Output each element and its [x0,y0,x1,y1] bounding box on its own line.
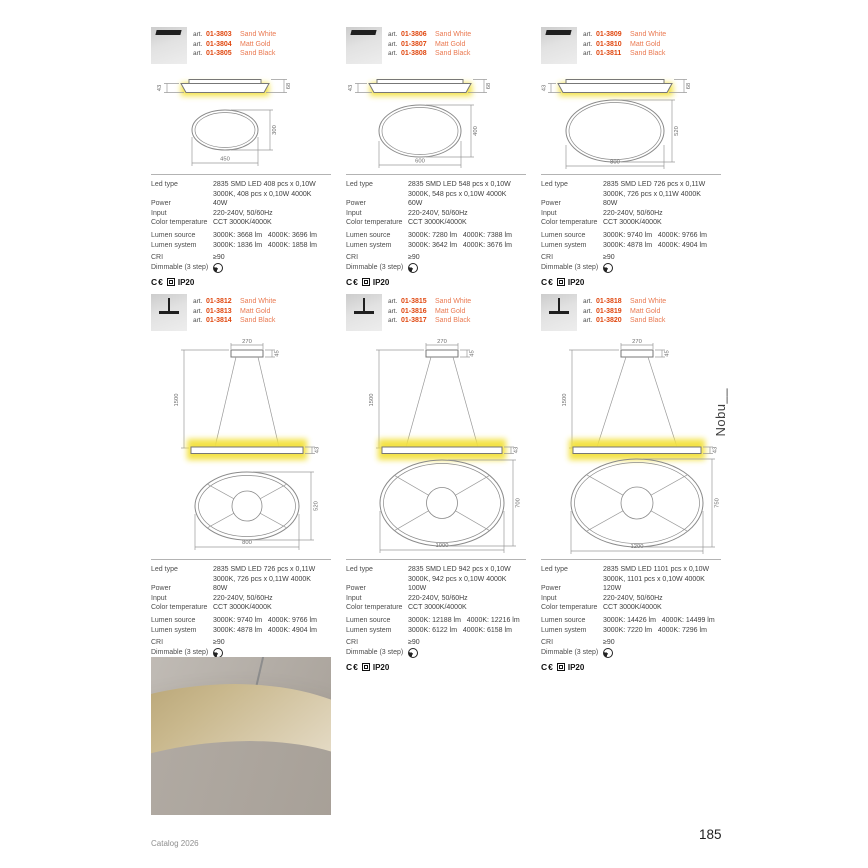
ip-rating: IP20 [372,662,390,672]
article-code: 01-3819 [596,307,622,315]
plan-view [192,110,278,166]
spec-label: CRI [541,639,554,647]
dim-label: 520 [674,126,680,136]
spec-label: Lumen source [346,616,391,624]
spec-value: 2835 SMD LED 548 pcs x 0,10W 3000K, 548 pcs x 0,10W 4000K [408,181,511,198]
spec-label: Input [541,209,557,217]
spec-label: CRI [151,639,164,647]
spec-label: Color temperature [541,604,598,612]
product-cell-3806 [346,27,526,287]
spec-label: Lumen source [346,231,391,239]
spec-label: Lumen system [541,626,587,634]
article-row [388,297,471,307]
cert-row [346,662,526,672]
article-prefix: art. [583,31,593,38]
spec-label: Lumen system [151,241,197,249]
spec-value: 2835 SMD LED 726 pcs x 0,11W 3000K, 726 pcs x 0,11W 4000K [213,566,316,583]
spec-value: 80W [213,585,228,593]
article-code: 01-3806 [401,31,427,38]
spec-label: Lumen system [346,626,392,634]
spec-value: ≥90 [408,254,420,262]
article-row [193,316,276,326]
spec-label: Power [346,200,366,208]
article-row [193,30,276,40]
article-row [388,307,471,317]
class-ii-icon [167,278,175,286]
dimmer-icon [408,648,418,658]
plan-view [195,472,320,550]
product-cell-3818 [541,294,721,672]
spec-label: Lumen system [151,626,197,634]
dim-label: 45 [274,350,281,357]
spec-value: 120W [603,585,622,593]
article-prefix: art. [388,31,398,38]
spec-value: 2835 SMD LED 1101 pcs x 0,10W 3000K, 1101 pcs x 0,10W 4000K [603,566,710,583]
product-cell-3803 [151,27,331,287]
article-code: 01-3811 [596,50,622,58]
article-list [388,294,471,334]
dim-label: 1500 [562,393,568,407]
spec-label: Color temperature [151,219,208,227]
technical-drawing [346,71,526,171]
dim-label: 1500 [369,393,375,407]
spec-table [346,559,526,672]
spec-value: ≥90 [213,254,225,262]
dim-label: 300 [272,125,278,135]
article-finish: Sand Black [630,50,666,58]
plan-view [566,100,680,169]
spec-label: Dimmable (3 step) [541,263,599,271]
spec-label: Color temperature [346,219,403,227]
article-row [583,40,666,50]
article-code: 01-3813 [206,307,232,315]
article-finish: Matt Gold [630,307,661,315]
dim-label: 68 [286,82,292,90]
article-row [583,297,666,307]
spec-value: 3000K: 14426 lm 4000K: 14499 lm [603,616,715,624]
article-code: 01-3807 [401,40,427,48]
article-row [388,49,471,59]
article-row [388,316,471,326]
product-row-2 [151,294,721,672]
article-code: 01-3817 [401,317,427,325]
article-finish: Matt Gold [240,307,271,315]
spec-table [346,174,526,287]
spec-value: 3000K: 9740 lm 4000K: 9766 lm [603,231,707,239]
ce-mark-icon: C€ [541,662,554,673]
spec-label: Input [151,594,167,602]
article-code: 01-3809 [596,31,622,38]
ce-mark-icon: C€ [346,662,359,673]
product-header [541,27,721,67]
dim-label: 400 [473,126,479,136]
class-ii-icon [362,663,370,671]
spec-value: CCT 3000K/4000K [408,219,467,227]
spec-label: Led type [151,566,178,573]
spec-label: Dimmable (3 step) [151,648,209,656]
spec-label: Dimmable (3 step) [541,648,599,656]
spec-value: CCT 3000K/4000K [603,219,662,227]
article-finish: Sand White [630,31,667,38]
spec-value: CCT 3000K/4000K [213,604,272,612]
dim-label: 270 [242,339,252,345]
spec-value: 60W [408,200,423,208]
dim-label: 270 [632,339,642,345]
article-finish: Sand White [435,31,472,38]
class-ii-icon [362,278,370,286]
spec-value: ≥90 [408,639,420,647]
ip-rating: IP20 [177,277,195,287]
article-prefix: art. [388,298,398,305]
spec-value: 80W [603,200,618,208]
spec-value: ≥90 [603,639,615,647]
spec-label: Dimmable (3 step) [151,263,209,271]
spec-value: 100W [408,585,427,593]
spec-value: CCT 3000K/4000K [213,219,272,227]
article-finish: Sand Black [630,317,666,325]
article-prefix: art. [388,40,398,48]
ip-rating: IP20 [372,277,390,287]
article-row [388,40,471,50]
dimmer-icon [213,263,223,273]
spec-value: 3000K: 7280 lm 4000K: 7388 lm [408,231,512,239]
article-list [388,27,471,67]
suspension-view [369,339,520,460]
spec-value: 3000K: 4878 lm 4000K: 4904 lm [603,241,707,249]
ce-mark-icon: C€ [151,277,164,288]
article-prefix: art. [583,40,593,48]
spec-value: CCT 3000K/4000K [603,604,662,612]
article-prefix: art. [193,40,203,48]
spec-value: 2835 SMD LED 726 pcs x 0,11W 3000K, 726 pcs x 0,11W 4000K [603,181,706,198]
spec-label: Lumen source [151,231,196,239]
pendant-mount-icon [151,294,187,331]
article-row [583,316,666,326]
spec-label: Dimmable (3 step) [346,648,404,656]
article-finish: Sand Black [435,50,471,58]
article-finish: Sand White [435,298,472,305]
dim-label: 1500 [174,393,180,407]
spec-label: Led type [346,181,373,188]
dimmer-icon [603,263,613,273]
spec-value: 220-240V, 50/60Hz [603,209,663,217]
article-prefix: art. [583,298,593,305]
dim-label: 43 [157,84,163,92]
plan-view [379,105,479,168]
pendant-mount-icon [541,294,577,331]
article-finish: Sand White [240,31,277,38]
dim-label: 750 [714,498,721,508]
article-row [583,49,666,59]
dim-label: 68 [486,82,492,90]
article-code: 01-3818 [596,298,622,305]
article-list [583,27,666,67]
article-row [193,307,276,317]
spec-label: Color temperature [346,604,403,612]
cert-row [541,277,721,287]
side-view [157,80,292,97]
class-ii-icon [557,278,565,286]
product-header [541,294,721,334]
dim-label: 68 [686,82,692,90]
dimmer-icon [408,263,418,273]
article-finish: Sand Black [435,317,471,325]
technical-drawing [151,71,331,171]
article-code: 01-3815 [401,298,427,305]
pendant-mount-icon [346,294,382,331]
dimmer-icon [603,648,613,658]
article-prefix: art. [388,307,398,315]
series-label: Nobu__ [713,388,728,437]
spec-value: 3000K: 4878 lm 4000K: 4904 lm [213,626,317,634]
product-header [151,27,331,67]
spec-label: Led type [541,566,568,573]
article-row [193,49,276,59]
ip-rating: IP20 [567,662,585,672]
article-code: 01-3803 [206,31,232,38]
product-photo [151,657,331,815]
spec-label: CRI [151,254,164,262]
suspension-view [174,339,321,460]
article-finish: Matt Gold [435,307,466,315]
surface-mount-icon [151,27,187,64]
product-cell-3812 [151,294,331,672]
dim-label: 700 [515,498,522,508]
article-code: 01-3805 [206,50,232,58]
article-prefix: art. [193,317,203,325]
dim-label: 800 [242,540,252,546]
product-cell-3815 [346,294,526,672]
spec-label: Power [541,585,561,593]
article-row [583,307,666,317]
spec-table [541,174,721,287]
article-code: 01-3808 [401,50,427,58]
dim-label: 43 [712,446,719,454]
spec-label: Color temperature [151,604,208,612]
article-finish: Sand Black [240,317,276,325]
spec-value: 2835 SMD LED 408 pcs x 0,10W 3000K, 408 pcs x 0,10W 4000K [213,181,316,198]
article-row [583,30,666,40]
dim-label: 520 [313,501,320,511]
dim-label: 600 [415,158,425,165]
spec-value: 220-240V, 50/60Hz [213,594,273,602]
spec-table [151,559,331,672]
spec-label: Led type [346,566,373,573]
spec-label: Lumen source [151,616,196,624]
technical-drawing [151,338,336,556]
spec-value: 3000K: 3668 lm 4000K: 3696 lm [213,231,317,239]
spec-value: 3000K: 7220 lm 4000K: 7296 lm [603,626,707,634]
dim-label: 1000 [435,543,449,549]
spec-label: Input [346,594,362,602]
technical-drawing [541,71,721,171]
dim-label: 270 [437,339,447,345]
catalog-label: Catalog 2026 [151,839,199,848]
article-finish: Sand White [630,298,667,305]
spec-value: 220-240V, 50/60Hz [408,209,468,217]
spec-table [151,174,331,287]
spec-label: Input [541,594,557,602]
spec-value: 3000K: 1836 lm 4000K: 1858 lm [213,241,317,249]
spec-value: 3000K: 3642 lm 4000K: 3676 lm [408,241,512,249]
dim-label: 43 [541,84,548,92]
surface-mount-icon [541,27,577,64]
article-prefix: art. [583,50,593,58]
spec-label: Dimmable (3 step) [346,263,404,271]
spec-value: 2835 SMD LED 942 pcs x 0,10W 3000K, 942 pcs x 0,10W 4000K [408,566,511,583]
article-code: 01-3820 [596,317,622,325]
cert-row [541,662,721,672]
product-header [151,294,331,334]
spec-label: CRI [346,639,359,647]
suspension-view [562,339,719,460]
article-finish: Sand White [240,298,277,305]
article-list [193,294,276,334]
article-finish: Matt Gold [435,40,466,48]
spec-label: Lumen system [346,241,392,249]
plan-view [571,459,721,554]
dim-label: 1200 [630,544,644,550]
article-code: 01-3804 [206,40,232,48]
spec-label: Input [346,209,362,217]
article-row [193,297,276,307]
ip-rating: IP20 [567,277,585,287]
spec-label: Lumen source [541,231,586,239]
page-number: 185 [699,827,722,842]
product-row-1 [151,27,721,287]
article-finish: Sand Black [240,50,276,58]
side-view [542,80,693,97]
article-finish: Matt Gold [630,40,661,48]
article-list [583,294,666,334]
spec-label: Led type [151,181,178,188]
spec-label: Lumen source [541,616,586,624]
dim-label: 43 [348,84,354,92]
spec-value: 220-240V, 50/60Hz [408,594,468,602]
article-code: 01-3810 [596,40,622,48]
surface-mount-icon [346,27,382,64]
spec-label: Power [151,200,171,208]
article-list [193,27,276,67]
cert-row [151,277,331,287]
plan-view [380,460,522,553]
spec-label: Input [151,209,167,217]
article-code: 01-3816 [401,307,427,315]
ce-mark-icon: C€ [346,277,359,288]
dim-label: 43 [314,446,321,454]
article-prefix: art. [388,317,398,325]
spec-label: Lumen system [541,241,587,249]
spec-label: CRI [346,254,359,262]
spec-value: 3000K: 9740 lm 4000K: 9766 lm [213,616,317,624]
product-cell-3809 [541,27,721,287]
dim-label: 45 [469,350,476,357]
article-row [388,30,471,40]
spec-value: CCT 3000K/4000K [408,604,467,612]
article-prefix: art. [583,317,593,325]
cert-row [346,277,526,287]
spec-table [541,559,721,672]
spec-value: 40W [213,200,228,208]
spec-label: Power [151,585,171,593]
dim-label: 43 [513,446,520,454]
spec-value: ≥90 [603,254,615,262]
spec-label: Power [346,585,366,593]
spec-label: Led type [541,181,568,188]
article-prefix: art. [193,298,203,305]
spec-value: 220-240V, 50/60Hz [213,209,273,217]
article-code: 01-3812 [206,298,232,305]
ce-mark-icon: C€ [541,277,554,288]
product-header [346,27,526,67]
spec-value: 3000K: 6122 lm 4000K: 6158 lm [408,626,512,634]
article-prefix: art. [193,50,203,58]
dim-label: 800 [610,159,620,166]
product-header [346,294,526,334]
class-ii-icon [557,663,565,671]
article-prefix: art. [388,50,398,58]
dim-label: 45 [664,350,671,357]
article-prefix: art. [193,307,203,315]
technical-drawing [541,338,726,556]
spec-label: Power [541,200,561,208]
side-view [348,80,492,97]
article-code: 01-3814 [206,317,232,325]
spec-label: CRI [541,254,554,262]
article-finish: Matt Gold [240,40,271,48]
spec-value: ≥90 [213,639,225,647]
article-prefix: art. [583,307,593,315]
article-row [193,40,276,50]
dim-label: 450 [220,156,230,163]
spec-label: Color temperature [541,219,598,227]
spec-value: 220-240V, 50/60Hz [603,594,663,602]
article-prefix: art. [193,31,203,38]
spec-value: 3000K: 12188 lm 4000K: 12216 lm [408,616,520,624]
technical-drawing [346,338,531,556]
